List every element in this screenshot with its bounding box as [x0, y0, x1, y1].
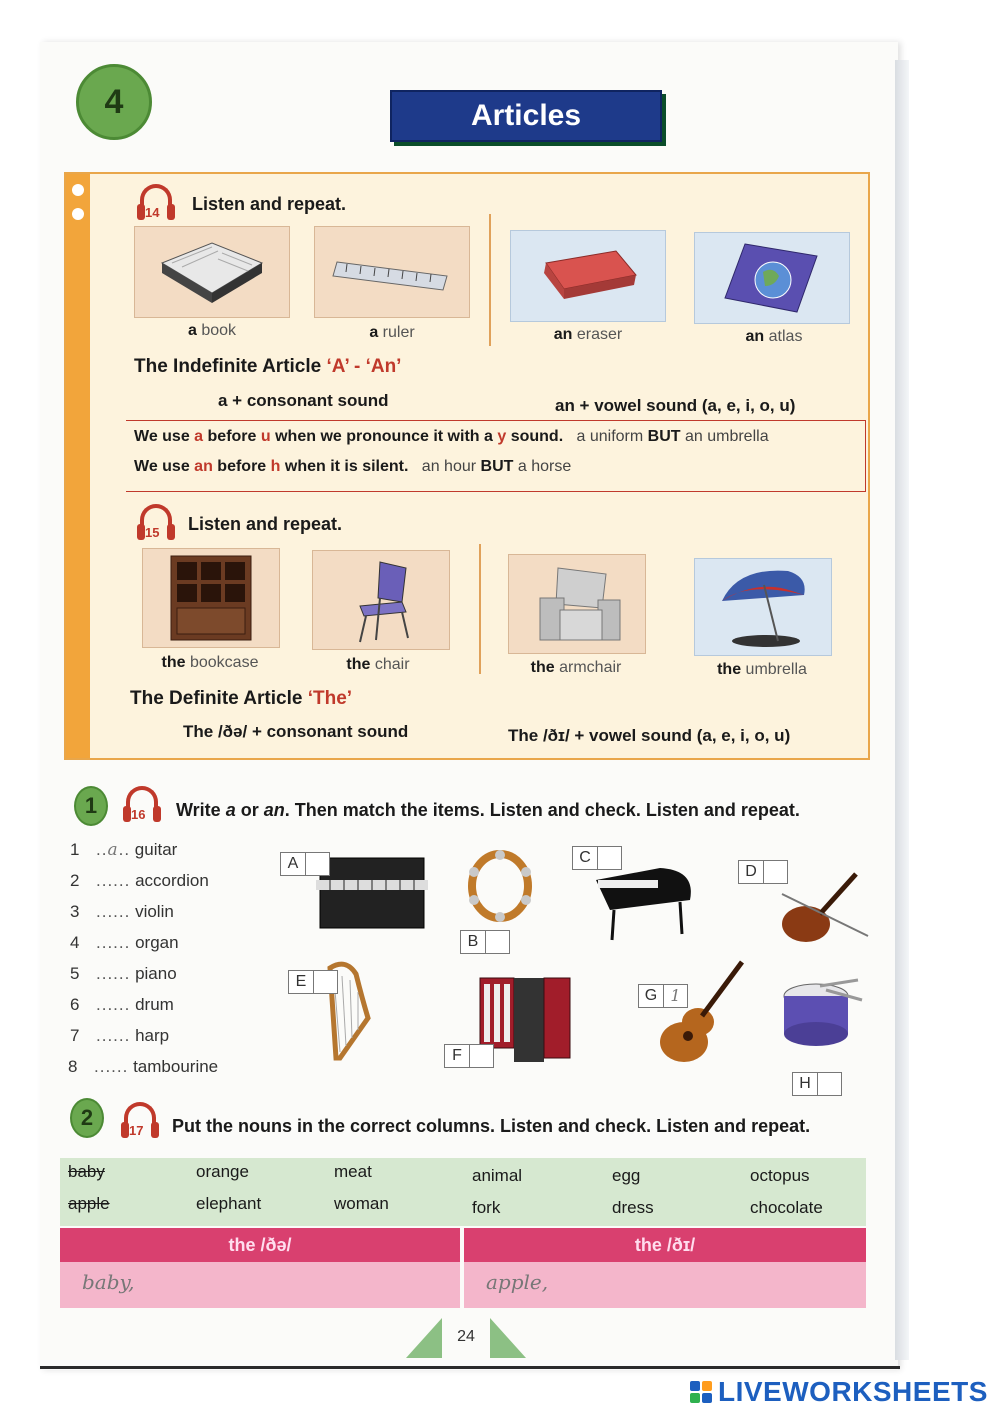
item-number: 1: [70, 840, 80, 859]
item-word: piano: [135, 964, 177, 983]
caption-chair: the chair: [346, 656, 410, 673]
caption-bookcase: the bookcase: [161, 654, 259, 671]
brand-name: LIVEWORKSHEETS: [718, 1376, 988, 1407]
logo-grid-icon: [690, 1381, 712, 1403]
bookcase-icon: [161, 552, 261, 644]
chair-icon: [336, 554, 426, 646]
box-stripe: [66, 174, 90, 758]
def-rule-consonant: The /ðə/ + consonant sound: [183, 722, 409, 741]
exercise1-item: [70, 902, 174, 922]
indefinite-article-heading: The Indefinite Article ‘A’ - ‘An’: [134, 356, 402, 377]
box-answer[interactable]: [817, 1073, 841, 1095]
box-answer[interactable]: [305, 853, 329, 875]
answer-blank[interactable]: ......: [96, 902, 131, 921]
item-word: tambourine: [133, 1057, 219, 1076]
unit-number: 4: [104, 82, 124, 121]
match-box-b[interactable]: [460, 930, 510, 954]
unit-number-badge: [76, 64, 152, 140]
noun-octopus[interactable]: octopus: [750, 1166, 810, 1185]
box-letter: A: [287, 855, 299, 872]
match-box-e[interactable]: [288, 970, 338, 994]
box-letter: C: [579, 849, 591, 866]
match-box-c[interactable]: [572, 846, 622, 870]
exercise1-instruction: Write a or an. Then match the items. Listen and check. Listen and repeat.: [176, 800, 800, 820]
exercise1-item: [70, 995, 174, 1015]
column-1-answer: baby,: [82, 1270, 135, 1294]
exercise1-item: [70, 871, 209, 891]
armchair-picture: [508, 554, 646, 654]
item-number: 2: [70, 871, 80, 890]
definite-article-heading: The Definite Article ‘The’: [130, 688, 353, 709]
noun-bank: [60, 1158, 866, 1226]
rule-consonant: a + consonant sound: [218, 391, 389, 410]
listen-instruction: Listen and repeat.: [188, 514, 343, 534]
match-box-g[interactable]: [638, 984, 688, 1008]
page-title: [390, 90, 662, 142]
exercise1-item: [70, 933, 179, 953]
audio-track-16[interactable]: [120, 784, 164, 824]
exercise1-item: [70, 964, 177, 984]
noun-baby[interactable]: baby: [68, 1162, 105, 1181]
noun-apple[interactable]: apple: [68, 1194, 110, 1213]
umbrella-icon: [708, 561, 818, 653]
exercise-number-badge: [70, 1098, 104, 1138]
page-number-tab: [406, 1318, 526, 1358]
box-answer[interactable]: [485, 931, 509, 953]
answer-column-2[interactable]: [464, 1262, 866, 1308]
noun-meat[interactable]: meat: [334, 1162, 372, 1181]
umbrella-picture: [694, 558, 832, 656]
box-letter: E: [295, 973, 307, 990]
item-number: 6: [70, 995, 80, 1014]
chair-picture: [312, 550, 450, 650]
headphones-icon: [134, 502, 178, 542]
rule-vowel: an + vowel sound (a, e, i, o, u): [555, 396, 796, 415]
column-2-answer: apple,: [486, 1270, 549, 1294]
guitar-icon: [654, 956, 754, 1068]
exercise-number: 2: [80, 1105, 94, 1130]
answer-blank[interactable]: ..a..: [96, 840, 131, 860]
box-answer[interactable]: [597, 847, 621, 869]
caption-atlas: an atlas: [745, 328, 803, 345]
caption-book: a book: [187, 322, 237, 339]
audio-track-17[interactable]: [118, 1100, 162, 1140]
match-box-f[interactable]: [444, 1044, 494, 1068]
footer-rule: [40, 1366, 900, 1369]
match-box-d[interactable]: [738, 860, 788, 884]
item-word: drum: [135, 995, 174, 1014]
noun-chocolate[interactable]: chocolate: [750, 1198, 823, 1217]
headphones-icon: [120, 784, 164, 824]
usage-note-h: We use an before h when it is silent. an hour BUT a horse: [134, 458, 572, 475]
noun-woman[interactable]: woman: [334, 1194, 389, 1213]
audio-track-15[interactable]: [134, 502, 178, 542]
eraser-icon: [528, 241, 648, 311]
box-answer[interactable]: 1: [663, 985, 687, 1007]
noun-orange[interactable]: orange: [196, 1162, 249, 1181]
piano-icon: [590, 860, 700, 946]
bookcase-picture: [142, 548, 280, 648]
stripe-dot: [72, 184, 84, 196]
track-number: 17: [129, 1123, 144, 1138]
column-header-the-i: the /ðɪ/: [464, 1228, 866, 1262]
noun-animal[interactable]: animal: [472, 1166, 523, 1185]
exercise1-item: [70, 840, 177, 860]
box-letter: G: [644, 987, 658, 1004]
track-number: 14: [145, 205, 160, 220]
atlas-picture: [694, 232, 850, 324]
match-box-h[interactable]: [792, 1072, 842, 1096]
item-word: violin: [135, 902, 174, 921]
page-number: 24: [457, 1328, 475, 1345]
track-number: 15: [145, 525, 160, 540]
answer-blank[interactable]: ......: [94, 1057, 129, 1076]
answer-blank[interactable]: ......: [96, 995, 131, 1014]
exercise2-instruction: Put the nouns in the correct columns. Listen and check. Listen and repeat.: [172, 1116, 811, 1136]
exercise1-item: [68, 1057, 218, 1077]
item-word: guitar: [134, 840, 178, 859]
box-letter: H: [799, 1075, 811, 1092]
noun-egg[interactable]: egg: [612, 1166, 641, 1185]
box-letter: F: [452, 1047, 462, 1064]
column-divider: [489, 214, 491, 346]
caption-armchair: the armchair: [530, 659, 622, 676]
item-number: 5: [70, 964, 80, 983]
caption-ruler: a ruler: [369, 324, 415, 341]
tambourine-icon: [460, 846, 540, 926]
book-icon: [152, 233, 272, 311]
box-answer[interactable]: [313, 971, 337, 993]
item-word: accordion: [135, 871, 209, 890]
audio-track-14[interactable]: [134, 182, 178, 222]
exercise-number-badge: [74, 786, 108, 826]
eraser-picture: [510, 230, 666, 322]
caption-eraser: an eraser: [553, 326, 623, 343]
page-edge: [895, 60, 909, 1360]
armchair-icon: [522, 558, 632, 650]
track-number: 16: [131, 807, 146, 822]
item-number: 7: [70, 1026, 80, 1045]
answer-column-1[interactable]: [60, 1262, 460, 1308]
noun-elephant[interactable]: elephant: [196, 1194, 262, 1213]
def-rule-vowel: The /ðɪ/ + vowel sound (a, e, i, o, u): [508, 726, 791, 745]
noun-fork[interactable]: fork: [472, 1198, 501, 1217]
noun-dress[interactable]: dress: [612, 1198, 654, 1217]
listen-instruction: Listen and repeat.: [192, 194, 347, 214]
answer-blank[interactable]: ......: [96, 933, 131, 952]
box-answer[interactable]: [469, 1045, 493, 1067]
caption-umbrella: the umbrella: [717, 661, 807, 678]
exercise1-item: [70, 1026, 169, 1046]
ruler-picture: [314, 226, 470, 318]
column-header-the-schwa: the /ðə/: [60, 1228, 460, 1262]
item-word: harp: [135, 1026, 170, 1045]
drum-icon: [776, 976, 866, 1050]
title-text: Articles: [470, 99, 582, 132]
box-answer[interactable]: [763, 861, 787, 883]
answer-blank[interactable]: ......: [96, 964, 131, 983]
exercise-number: 1: [84, 793, 98, 818]
book-picture: [134, 226, 290, 318]
match-box-a[interactable]: [280, 852, 330, 876]
column-divider: [479, 544, 481, 674]
item-number: 3: [70, 902, 80, 921]
atlas-icon: [717, 236, 827, 320]
stripe-dot: [72, 208, 84, 220]
answer-blank[interactable]: ......: [96, 871, 131, 890]
item-number: 8: [68, 1057, 78, 1076]
item-word: organ: [135, 933, 179, 952]
headphones-icon: [134, 182, 178, 222]
headphones-icon: [118, 1100, 162, 1140]
box-letter: D: [745, 863, 757, 880]
item-number: 4: [70, 933, 80, 952]
ruler-icon: [327, 242, 457, 302]
usage-note-u: We use a before u when we pronounce it with a y sound. a uniform BUT an umbrella: [134, 428, 769, 445]
liveworksheets-logo: [690, 1376, 988, 1408]
box-letter: B: [467, 933, 479, 950]
answer-blank[interactable]: ......: [96, 1026, 131, 1045]
